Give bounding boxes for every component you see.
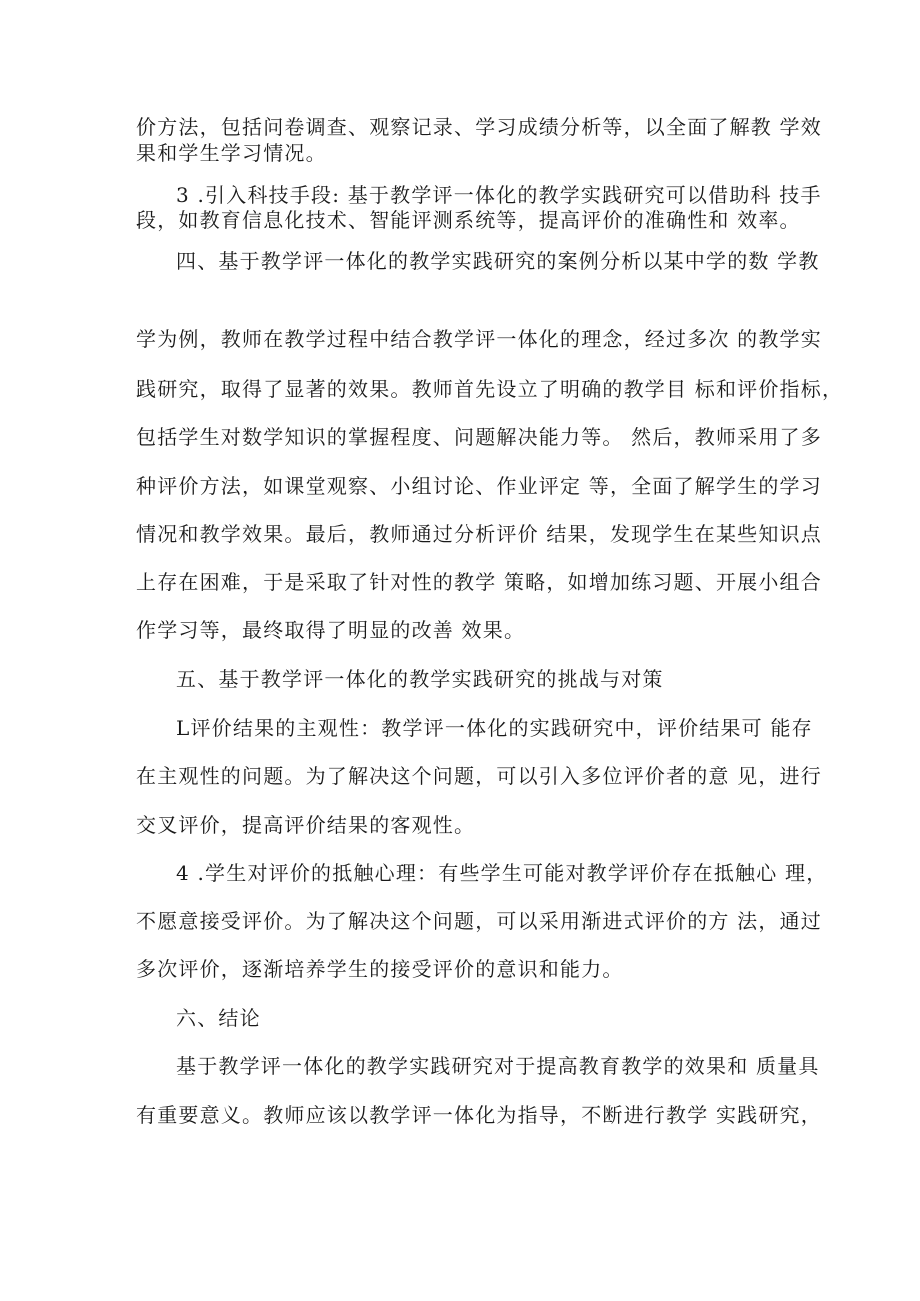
paragraph-line: 作学习等，最终取得了明显的改善 效果。 <box>136 618 526 642</box>
paragraph-line: 种评价方法，如课堂观察、小组讨论、作业评定 等，全面了解学生的学习 <box>136 474 822 498</box>
section-heading: 六、结论 <box>176 1006 261 1030</box>
paragraph-line: 践研究，取得了显著的效果。教师首先设立了明确的教学目 标和评价指标， <box>136 377 844 401</box>
paragraph-line: 情况和教学效果。最后，教师通过分析评价 结果，发现学生在某些知识点 <box>136 522 822 546</box>
section-heading-line: 四、基于教学评一体化的教学实践研究的案例分析以某中学的数 学教 <box>176 249 820 273</box>
paragraph-line: 上存在困难，于是采取了针对性的教学 策略，如增加练习题、开展小组合 <box>136 570 822 594</box>
paragraph-line: 在主观性的问题。为了解决这个问题，可以引入多位评价者的意 见，进行 <box>136 764 822 788</box>
paragraph-line: 段，如教育信息化技术、智能评测系统等，提高评价的准确性和 效率。 <box>136 208 801 232</box>
paragraph-line: 有重要意义。教师应该以教学评一体化为指导，不断进行教学 实践研究， <box>136 1103 822 1127</box>
paragraph-line: 4 .学生对评价的抵触心理：有些学生可能对教学评价存在抵触心 理， <box>176 861 828 885</box>
paragraph-line: 3 .引入科技手段: 基于教学评一体化的教学实践研究可以借助科 技手 <box>176 183 822 207</box>
paragraph-line: 学为例，教师在教学过程中结合教学评一体化的理念，经过多次 的教学实 <box>136 327 822 351</box>
paragraph-line: L评价结果的主观性：教学评一体化的实践研究中，评价结果可 能存 <box>176 716 813 740</box>
paragraph-line: 果和学生学习情况。 <box>136 141 327 165</box>
paragraph-line: 交叉评价，提高评价结果的客观性。 <box>136 813 476 837</box>
paragraph-line: 价方法，包括问卷调查、观察记录、学习成绩分析等，以全面了解教 学效 <box>136 115 822 139</box>
paragraph-line: 基于教学评一体化的教学实践研究对于提高教育教学的效果和 质量具 <box>176 1054 820 1078</box>
paragraph-line: 多次评价，逐渐培养学生的接受评价的意识和能力。 <box>136 957 624 981</box>
paragraph-line: 包括学生对数学知识的掌握程度、问题解决能力等。 然后，教师采用了多 <box>136 425 822 449</box>
paragraph-line: 不愿意接受评价。为了解决这个问题，可以采用渐进式评价的方 法，通过 <box>136 909 822 933</box>
section-heading: 五、基于教学评一体化的教学实践研究的挑战与对策 <box>176 667 664 691</box>
